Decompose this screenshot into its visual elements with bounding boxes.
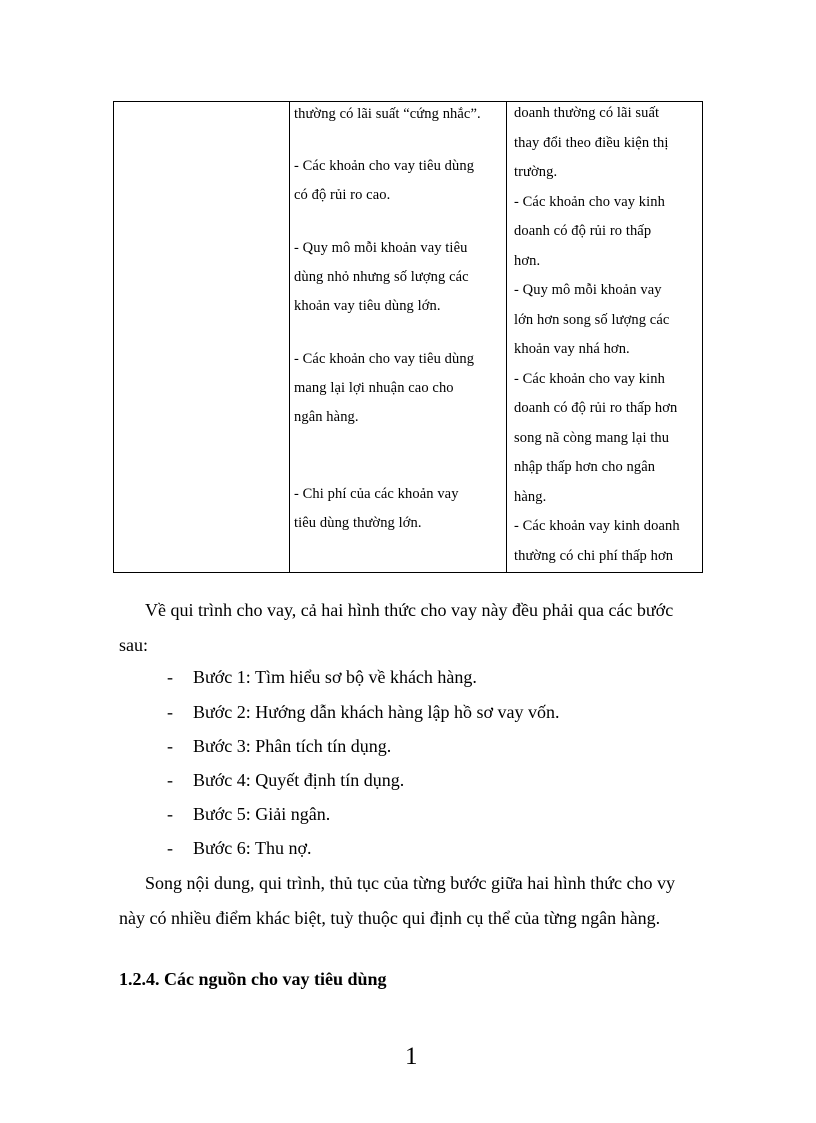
col2-group-3 (294, 234, 469, 321)
col3-text (514, 99, 680, 571)
list-item: Bước 4: Quyết định tín dụng. (193, 770, 405, 790)
list-item: Bước 2: Hướng dẫn khách hàng lập hồ sơ vay vốn. (193, 702, 560, 722)
cell-line: doanh có độ rủi ro thấp (514, 223, 652, 239)
cell-line: doanh có độ rủi ro thấp hơn (514, 400, 678, 416)
list-item: Bước 6: Thu nợ. (193, 838, 312, 858)
cell-line: - Các khoản cho vay kinh (514, 193, 665, 210)
cell-line: thường có chi phí thấp hơn (514, 547, 674, 564)
bullet-dash: - (167, 667, 173, 687)
table-column-divider-1 (289, 102, 290, 572)
col2-group-4 (294, 345, 474, 432)
cell-line: lớn hơn song số lượng các (514, 311, 670, 328)
closing-paragraph-line-1: Song nội dung, qui trình, thủ tục của từng bước giữa hai hình thức cho vy (145, 873, 675, 893)
cell-line: có độ rủi ro cao. (294, 187, 391, 203)
cell-line: - Các khoản cho vay kinh (514, 370, 665, 387)
cell-line: - Quy mô mỗi khoản vay (514, 282, 662, 298)
cell-line: hàng. (514, 488, 547, 505)
cell-line: mang lại lợi nhuận cao cho (294, 380, 454, 396)
list-item: Bước 5: Giải ngân. (193, 804, 331, 824)
cell-line: khoản vay nhá hơn. (514, 341, 630, 357)
cell-line: khoản vay tiêu dùng lớn. (294, 298, 441, 314)
list-item: Bước 1: Tìm hiểu sơ bộ về khách hàng. (193, 667, 477, 687)
col2-group-1 (294, 100, 481, 129)
intro-paragraph-line-2: sau: (119, 635, 148, 655)
cell-line: dùng nhỏ nhưng số lượng các (294, 269, 469, 285)
cell-line: trường. (514, 164, 558, 180)
cell-line: - Các khoản vay kinh doanh (514, 518, 680, 534)
closing-paragraph-line-2: này có nhiều điểm khác biệt, tuỳ thuộc qui định cụ thể của từng ngân hàng. (119, 908, 661, 928)
cell-line: - Các khoản cho vay tiêu dùng (294, 351, 475, 367)
cell-line: ngân hàng. (294, 409, 359, 425)
cell-line: doanh thường có lãi suất (514, 105, 660, 121)
cell-line: - Quy mô mỗi khoản vay tiêu (294, 240, 468, 256)
cell-line: tiêu dùng thường lớn. (294, 515, 422, 531)
table-column-divider-2 (506, 102, 507, 572)
intro-paragraph-line-1: Về qui trình cho vay, cả hai hình thức cho vay này đều phải qua các bước (145, 600, 674, 620)
cell-line: - Chi phí của các khoản vay (294, 486, 459, 502)
cell-line: song nã còng mang lại thu (514, 429, 670, 446)
cell-line: thường có lãi suất “cứng nhắc”. (294, 106, 481, 122)
cell-line: hơn. (514, 252, 541, 269)
section-heading: 1.2.4. Các nguồn cho vay tiêu dùng (119, 969, 387, 989)
cell-line: thay đổi theo điều kiện thị (514, 134, 669, 151)
page-number: 1 (405, 1043, 418, 1070)
bullet-dash: - (167, 804, 173, 824)
col2-group-5 (294, 480, 459, 538)
list-item: Bước 3: Phân tích tín dụng. (193, 736, 392, 756)
bullet-dash: - (167, 838, 173, 858)
bullet-dash: - (167, 702, 173, 722)
bullet-dash: - (167, 736, 173, 756)
bullet-dash: - (167, 770, 173, 790)
cell-line: nhập thấp hơn cho ngân (514, 459, 656, 475)
cell-line: - Các khoản cho vay tiêu dùng (294, 158, 475, 174)
col2-group-2 (294, 152, 474, 210)
